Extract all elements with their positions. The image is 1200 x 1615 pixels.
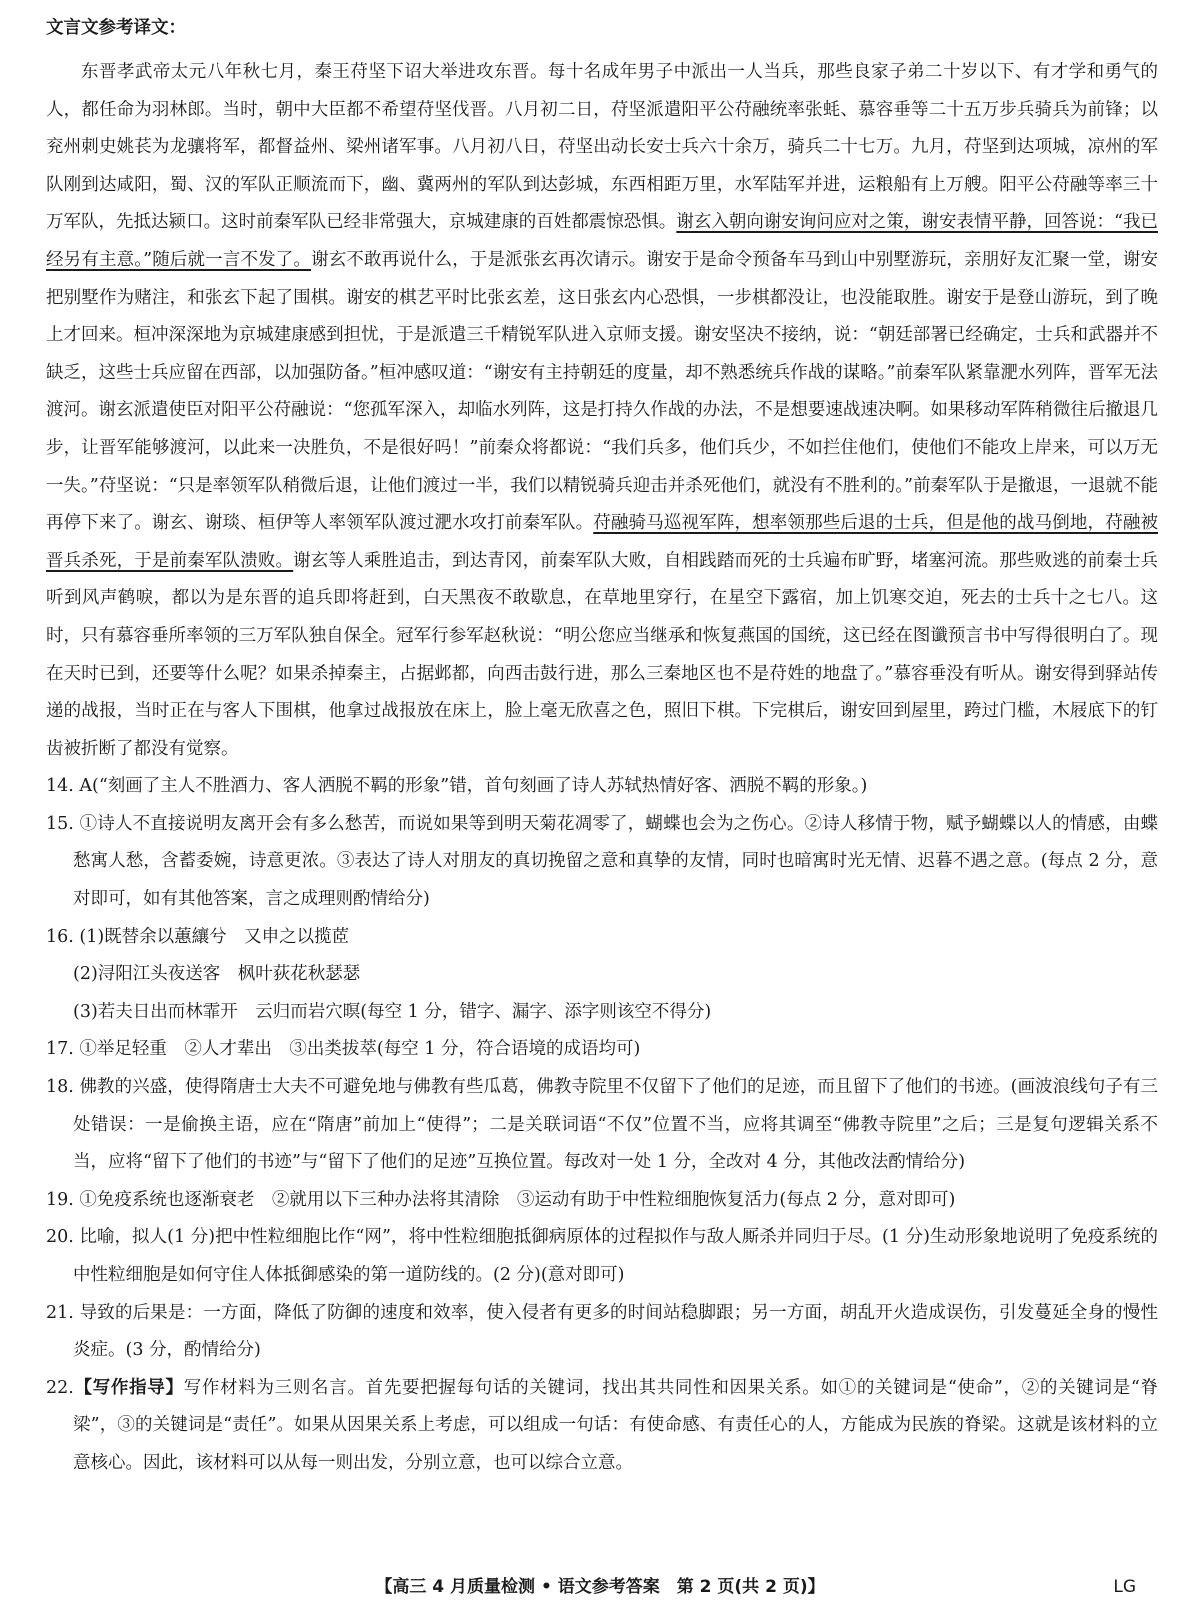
translation-text-1: 东晋孝武帝太元八年秋七月，秦王苻坚下诏大举进攻东晋。每十名成年男子中派出一人当兵，那些良家子弟二十岁以下、有才学和勇气的人，都任命为羽林郎。当时，朝中大臣都不希望苻坚伐晋。八月初二日，苻坚派遣阳平公苻融统率张蚝、慕容垂等二十五万步兵骑兵为前锋；以兖州刺史姚苌为龙骧将军，都督益州、梁州诸军事。八月初八日，苻坚出动长安士兵六十余万，骑兵二十七万。九月，苻坚到达项城，凉州的军队刚到达咸阳，蜀、汉的军队正顺流而下，幽、冀两州的军队到达彭城，东西相距万里，水军陆军并进，运粮船有上万艘。阳平公苻融等率三十万军队，先抵达颍口。这时前秦军队已经非常强大，京城建康的百姓都震惊恐惧。: [46, 62, 1158, 233]
answer-19: 19. ①免疫系统也逐渐衰老 ②就用以下三种办法将其清除 ③运动有助于中性粒细胞恢复活力(每点 2 分，意对即可): [46, 1189, 956, 1210]
underlined-sentence-1: 谢玄入朝向谢安询问应对之策，谢安表情平静，回答说：“我已经另有主意。”随后就一言不发了。: [46, 212, 1158, 270]
answer-15: 15. ①诗人不直接说明友离开会有多么愁苦，而说如果等到明天菊花凋零了，蝴蝶也会为之伤心。②诗人移情于物，赋予蝴蝶以人的情感，由蝶愁寓人愁，含蓄委婉，诗意更浓。③表达了诗人对朋友的真切挽留之意和真挚的友情，同时也暗寓时光无情、迟暮不遇之意。(每点 2 分，意对即可，如有其他答案，言之成理则酌情给分): [46, 813, 1158, 910]
answer-18: 18. 佛教的兴盛，使得隋唐士大夫不可避免地与佛教有些瓜葛，佛教寺院里不仅留下了他们的足迹，而且留下了他们的书迹。(画波浪线句子有三处错误：一是偷换主语，应在“隋唐”前加上“使得”；二是关联词语“不仅”位置不当，应将其调至“佛教寺院里”之后；三是复句逻辑关系不当，应将“留下了他们的书迹”与“留下了他们的足迹”互换位置。每改对一处 1 分，全改对 4 分，其他改法酌情给分): [46, 1077, 1158, 1173]
answer-14: 14. A(“刻画了主人不胜酒力、客人洒脱不羁的形象”错，首句刻画了诗人苏轼热情好客、洒脱不羁的形象。): [46, 776, 868, 797]
translation-text-3: 谢玄等人乘胜追击，到达青冈，前秦军队大败，自相践踏而死的士兵遍布旷野，堵塞河流。那些败逃的前秦士兵听到风声鹤唳，都以为是东晋的追兵即将赶到，白天黑夜不敢歇息，在草地里穿行，在星空下露宿，加上饥寒交迫，死去的士兵十之七八。这时，只有慕容垂所率领的三万军队独自保全。冠军行参军赵秋说：“明公您应当继承和恢复燕国的国统，这已经在图谶预言书中写得很明白了。现在天时已到，还要等什么呢？如果杀掉秦主，占据邺都，向西击鼓行进，那么三秦地区也不是苻姓的地盘了。”慕容垂没有听从。谢安得到驿站传递的战报，当时正在与客人下围棋，他拿过战报放在床上，脸上毫无欣喜之色，照旧下棋。下完棋后，谢安回到屋里，跨过门槛，木屐底下的钉齿被折断了都没有觉察。: [46, 550, 1159, 759]
footer-code: LG: [1113, 1577, 1136, 1597]
underlined-sentence-2: 苻融骑马巡视军阵，想率领那些后退的士兵，但是他的战马倒地，苻融被晋兵杀死，于是前秦军队溃败。: [46, 513, 1158, 571]
translation-text-2: 谢玄不敢再说什么，于是派张玄再次请示。谢安于是命令预备车马到山中别墅游玩，亲朋好友汇聚一堂，谢安把别墅作为赌注，和张玄下起了围棋。谢安的棋艺平时比张玄差，这日张玄内心恐惧，一步棋都没让，也没能取胜。谢安于是登山游玩，到了晚上才回来。桓冲深深地为京城建康感到担忧，于是派遣三千精锐军队进入京师支援。谢安坚决不接纳，说：“朝廷部署已经确定，士兵和武器并不缺乏，这些士兵应留在西部，以加强防备。”桓冲感叹道：“谢安有主持朝廷的度量，却不熟悉统兵作战的谋略。”前秦军队紧靠淝水列阵，晋军无法渡河。谢玄派遣使臣对阳平公苻融说：“您孤军深入，却临水列阵，这是打持久作战的办法，不是想要速战速决啊。如果移动军阵稍微往后撤退几步，让晋军能够渡河，以此来一决胜负，不是很好吗！”前秦众将都说：“我们兵多，他们兵少，不如拦住他们，使他们不能攻上岸来，可以万无一失。”苻坚说：“只是率领军队稍微后退，让他们渡过一半，我们以精锐骑兵迎击并杀死他们，就没有不胜利的。”前秦军队于是撤退，一退就不能再停下来了。谢玄、谢琰、桓伊等人率领军队渡过淝水攻打前秦军队。: [46, 249, 1158, 534]
answer-16-2: (2)浔阳江头夜送客 枫叶荻花秋瑟瑟: [73, 964, 361, 985]
answer-17: 17. ①举足轻重 ②人才辈出 ③出类拔萃(每空 1 分，符合语境的成语均可): [46, 1039, 641, 1060]
answer-16-3: (3)若夫日出而林霏开 云归而岩穴暝(每空 1 分，错字、漏字、添字则该空不得分): [73, 1001, 712, 1022]
answer-16-1: 16. (1)既替余以蕙纕兮 又申之以揽茝: [46, 926, 350, 947]
footer-title: 【高三 4 月质量检测 • 语文参考答案 第 2 页(共 2 页)】: [375, 1577, 825, 1597]
page-footer: [0, 1572, 1200, 1602]
answer-20: 20. 比喻，拟人(1 分)把中性粒细胞比作“网”，将中性粒细胞抵御病原体的过程拟作与敌人厮杀并同归于尽。(1 分)生动形象地说明了免疫系统的中性粒细胞是如何守住人体抵御感染的第一道防线的。(2 分)(意对即可): [46, 1227, 1158, 1285]
translation-paragraph: [46, 54, 1158, 768]
translation-heading: 文言文参考译文：: [46, 18, 186, 38]
writing-guide-tag: 【写作指导】: [73, 1377, 184, 1398]
answer-22-number: 22.: [46, 1377, 74, 1398]
answer-21: 21. 导致的后果是：一方面，降低了防御的速度和效率，使入侵者有更多的时间站稳脚跟；另一方面，胡乱开火造成误伤，引发蔓延全身的慢性炎症。(3 分，酌情给分): [46, 1302, 1158, 1361]
answer-22: [46, 1370, 1158, 1483]
answer-22-text: 写作材料为三则名言。首先要把握每句话的关键词，找出其共同性和因果关系。如①的关键词是“使命”，②的关键词是“脊梁”，③的关键词是“责任”。如果从因果关系上考虑，可以组成一句话：有使命感、有责任心的人，方能成为民族的脊梁。这就是该材料的立意核心。因此，该材料可以从每一则出发，分别立意，也可以综合立意。: [73, 1377, 1158, 1473]
